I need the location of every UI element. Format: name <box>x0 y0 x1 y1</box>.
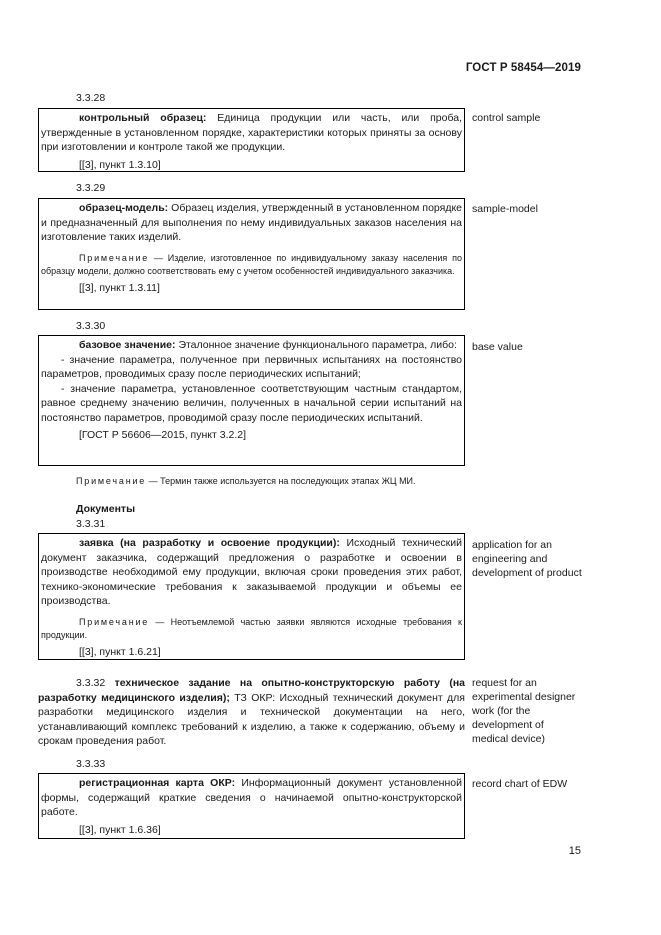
term-english: base value <box>472 341 523 353</box>
term-definition: Единица продукции или часть, или проба, утвержденные в установленном порядке, характеристики которых приняты за основу при изготовлении и контроле такой же продукции. <box>41 112 462 153</box>
term-box-3-3-30 <box>38 335 465 466</box>
note-text: — Термин также используется на последующих этапах ЖЦ МИ. <box>146 476 416 486</box>
note-block <box>38 474 465 489</box>
term-title: регистрационная карта ОКР: <box>79 777 236 789</box>
document-code: ГОСТ Р 58454—2019 <box>465 62 581 74</box>
term-reference: [[3], пункт 1.3.11] <box>79 281 160 294</box>
term-title: заявка (на разработку и освоение продукции): <box>79 537 340 549</box>
note-label: Примечание <box>79 252 150 263</box>
term-number: 3.3.32 <box>76 677 106 689</box>
term-title: базовое значение: <box>79 339 176 351</box>
term-english: record chart of EDW <box>472 778 568 790</box>
section-heading: Документы <box>76 503 136 515</box>
term-number: 3.3.28 <box>76 92 106 104</box>
term-title: техническое задание на опытно-конструкторскую работу (на разработку медицинского изделия); <box>38 677 465 704</box>
term-box-3-3-33 <box>38 773 465 839</box>
note-label: Примечание <box>79 616 150 627</box>
term-definition: Информационный документ установленной формы, содержащий краткие сведения о начинаемой опытно-конструкторской работе. <box>41 777 462 818</box>
term-box-3-3-28 <box>38 108 465 172</box>
term-box-3-3-31 <box>38 533 465 660</box>
note-label: Примечание <box>76 476 147 486</box>
term-definition: Исходный технический документ для разработки медицинского изделия и технической документации на него, устанавливающий комплекс требований к изделию, а также к содержанию, объему и срокам проведения работ. <box>38 691 465 747</box>
list-item: - значение параметра, установленное соответствующим частным стандартом, равное среднему значению величин, полученных в начальной серии испытаний на постоянство параметров, проводимой сразу после периодических испытаний. <box>41 382 462 424</box>
term-block-3-3-32 <box>38 676 465 749</box>
page-number: 15 <box>568 845 581 857</box>
term-english: sample-model <box>472 203 538 215</box>
term-english: request for an experimental designer work (for the development of medical device) <box>472 677 576 745</box>
term-definition: Образец изделия, утвержденный в установленном порядке и предназначенный для выполнения по нему индивидуальных заказов населения на изготовление таких изделий. <box>41 202 462 243</box>
term-reference: [[3], пункт 1.3.10] <box>79 158 161 171</box>
note-text: — Изделие, изготовленное по индивидуальному заказу населения по образцу модели, должно соответствовать ему с учетом особенностей индивидуального заказчика. <box>41 252 462 276</box>
term-number: 3.3.31 <box>76 518 106 530</box>
term-abbreviation: ТЗ ОКР: <box>229 691 276 704</box>
term-reference: [[3], пункт 1.6.21] <box>79 645 161 658</box>
term-number: 3.3.29 <box>76 182 106 194</box>
term-number: 3.3.33 <box>76 758 106 770</box>
term-title: образец-модель: <box>79 202 169 214</box>
list-item: - значение параметра, полученное при первичных испытаниях на постоянство параметров, проводимых сразу после периодических испытаний; <box>41 353 462 380</box>
note-text: — Неотъемлемой частью заявки являются исходные требования к продукции. <box>41 616 462 640</box>
term-english: control sample <box>472 112 541 124</box>
term-number: 3.3.30 <box>76 320 106 332</box>
term-reference: [ГОСТ Р 56606—2015, пункт 3.2.2] <box>79 429 247 441</box>
term-definition: Эталонное значение функционального параметра, либо: <box>175 339 457 351</box>
term-box-3-3-29 <box>38 198 465 310</box>
term-reference: [[3], пункт 1.6.36] <box>79 823 161 836</box>
term-definition: Исходный технический документ заказчика, содержащий предложения о разработке и освоении в производстве необходимой ему продукции, включая сроки проведения этих работ, технико-экономические требования к заказываемой продукции и объемы ее производства. <box>41 537 462 607</box>
term-english: application for an engineering and development of product <box>472 539 582 579</box>
term-title: контрольный образец: <box>79 112 207 124</box>
